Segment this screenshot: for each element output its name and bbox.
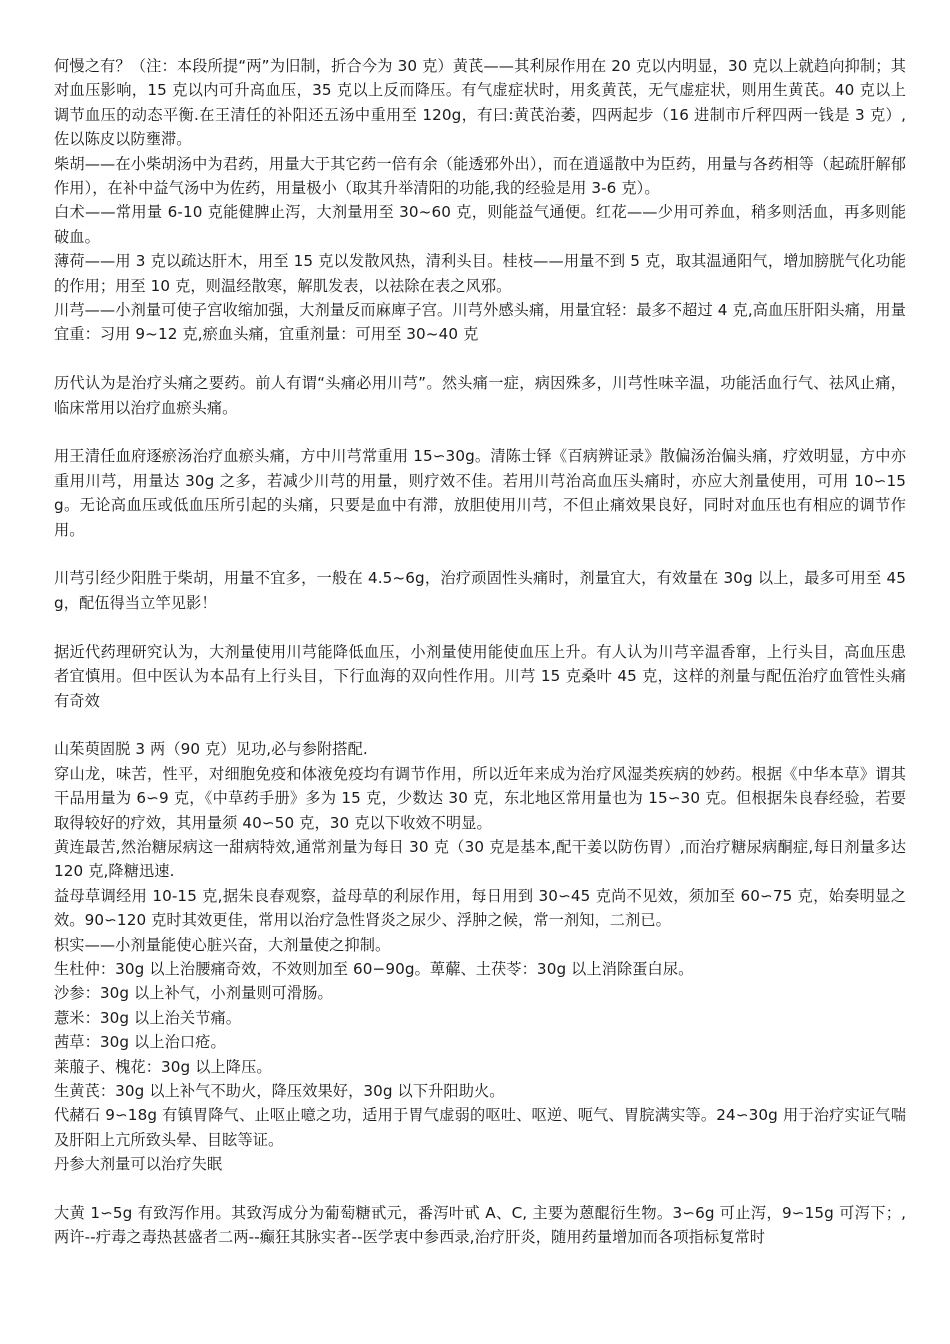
paragraph-chuanshanlong: 穿山龙，味苦，性平，对细胞免疫和体液免疫均有调节作用，所以近年来成为治疗风湿类疾病的妙药。根据《中华本草》谓其干品用量为 6∽9 克，《中草药手册》多为 15 克，少数达 30 克，东北地区常用量也为 15∽30 克。但根据朱良春经验，若要取得较好的疗效，其用量须 40∽50 克，30 克以下收效不明显。 [54,764,906,832]
paragraph-dahuang: 大黄 1∽5g 有致泻作用。其致泻成分为葡萄糖甙元，番泻叶甙 A、C, 主要为蒽醌衍生物。3∽6g 可止泻，9∽15g 可泻下；,两许--疔毒之毒热甚盛者二两--癫狂其脉实者--医学衷中参西录,治疗肝炎，随用药量增加而各项指标复常时 [54,1204,906,1247]
paragraph-chaihu: 柴胡——在小柴胡汤中为君药，用量大于其它药一倍有余（能透邪外出），而在逍遥散中为臣药，用量与各药相等（起疏肝解郁作用），在补中益气汤中为佐药，用量极小（取其升举清阳的功能,我的经验是用 3-6 克）。 [54,154,906,198]
paragraph-sheng-huangqi: 生黄芪：30g 以上补气不助火，降压效果好，30g 以下升阳助火。 [54,1081,505,1100]
paragraph-pharmacology: 据近代药理研究认为，大剂量使用川芎能降低血压，小剂量使用能使血压上升。有人认为川芎辛温香窜，上行头目，高血压患者宜慎用。但中医认为本品有上行头目，下行血海的双向性作用。川芎 15 克桑叶 45 克，这样的剂量与配伍治疗血管性头痛有奇效 [54,642,906,710]
paragraph-baizhu: 白术——常用量 6-10 克能健脾止泻，大剂量用至 30~60 克，则能益气通便。红花——少用可养血，稍多则活血，再多则能破血。 [54,203,906,246]
paragraph-zhishi: 枳实——小剂量能使心脏兴奋，大剂量使之抑制。 [54,935,391,954]
paragraph-shaoyang: 川芎引经少阳胜于柴胡，用量不宜多，一般在 4.5~6g，治疗顽固性头痛时，剂量宜大，有效量在 30g 以上，最多可用至 45g，配伍得当立竿见影！ [54,569,906,612]
paragraph-qiancao: 茜草：30g 以上治口疮。 [54,1033,226,1052]
paragraph-shashen: 沙参：30g 以上补气，小剂量则可滑肠。 [54,984,333,1003]
paragraph-daizheshi: 代赭石 9∽18g 有镇胃降气、止呕止噫之功，适用于胃气虚弱的呕吐、呕逆、呃气、胃脘满实等。24∽30g 用于治疗实证气喘及肝阳上亢所致头晕、目眩等证。 [54,1106,906,1149]
blank-line [54,615,906,639]
paragraph-bohe: 薄荷——用 3 克以疏达肝木，用至 15 克以发散风热，清利头目。桂枝——用量不到 5 克，取其温通阳气，增加膀胱气化功能的作用；用至 10 克，则温经散寒，解肌发表，以祛除在表之风邪。 [54,252,906,295]
document-page [54,54,906,1250]
paragraph-chuanxiong: 川芎——小剂量可使子宫收缩加强，大剂量反而麻庳子宫。川芎外感头痛，用量宜轻：最多不超过 4 克,高血压肝阳头痛，用量宜重：习用 9~12 克,瘀血头痛，宜重剂量：可用至 30~40 克 [54,301,906,344]
blank-line [54,713,906,737]
blank-line [54,347,906,371]
paragraph-xuefu-zhuyu: 用王清任血府逐瘀汤治疗血瘀头痛，方中川芎常重用 15∽30g。清陈士铎《百病辨证录》散偏汤治偏头痛，疗效明显，方中亦重用川芎，用量达 30g 之多，若减少川芎的用量，则疗效不佳。若用川芎治高血压头痛时，亦应大剂量使用，可用 10∽15g。无论高血压或低血压所引起的头痛，只要是血中有滞，放胆使用川芎，不但止痛效果良好，同时对血压也有相应的调节作用。 [54,447,906,539]
blank-line [54,542,906,566]
paragraph-headache-history: 历代认为是治疗头痛之要药。前人有谓“头痛必用川芎”。然头痛一症，病因殊多，川芎性味辛温，功能活血行气、祛风止痛，临床常用以治疗血瘀头痛。 [54,374,906,417]
paragraph-shanzhuyu: 山茱萸固脱 3 两（90 克）见功,必与参附搭配. [54,740,368,759]
paragraph-huanglian: 黄连最苦,然治糖尿病这一甜病特效,通常剂量为每日 30 克（30 克是基本,配干姜以防伤胃）,而治疗糖尿病酮症,每日剂量多达 120 克,降糖迅速. [54,837,906,881]
paragraph-laifuzi: 莱菔子、槐花：30g 以上降压。 [54,1057,272,1076]
paragraph-yimi: 薏米：30g 以上治关节痛。 [54,1008,242,1027]
blank-line [54,420,906,444]
paragraph-danshen: 丹参大剂量可以治疗失眠 [54,1155,223,1174]
blank-line [54,1177,906,1201]
paragraph-yimucao: 益母草调经用 10-15 克,据朱良春观察，益母草的利尿作用，每日用到 30∽45 克尚不见效，须加至 60∽75 克，始奏明显之效。90∽120 克时其效更佳，常用以治疗急性肾炎之尿少、浮肿之候，常一剂知，二剂已。 [54,886,906,930]
paragraph-huangqi: 何慢之有？（注：本段所提“两”为旧制，折合今为 30 克）黄芪——其利尿作用在 20 克以内明显，30 克以上就趋向抑制；其对血压影响，15 克以内可升高血压，35 克以上反而降压。有气虚症状时，用炙黄芪，无气虚症状，则用生黄芪。40 克以上调节血压的动态平衡.在王清任的补阳还五汤中重用至 120g，有曰:黄芪治萎，四两起步（16 进制市斤秤四两一钱是 3 克）,佐以陈皮以防壅滞。 [54,57,906,149]
paragraph-duzhong: 生杜仲：30g 以上治腰痛奇效，不效则加至 60−90g。萆薢、土茯苓：30g 以上消除蛋白尿。 [54,959,694,978]
